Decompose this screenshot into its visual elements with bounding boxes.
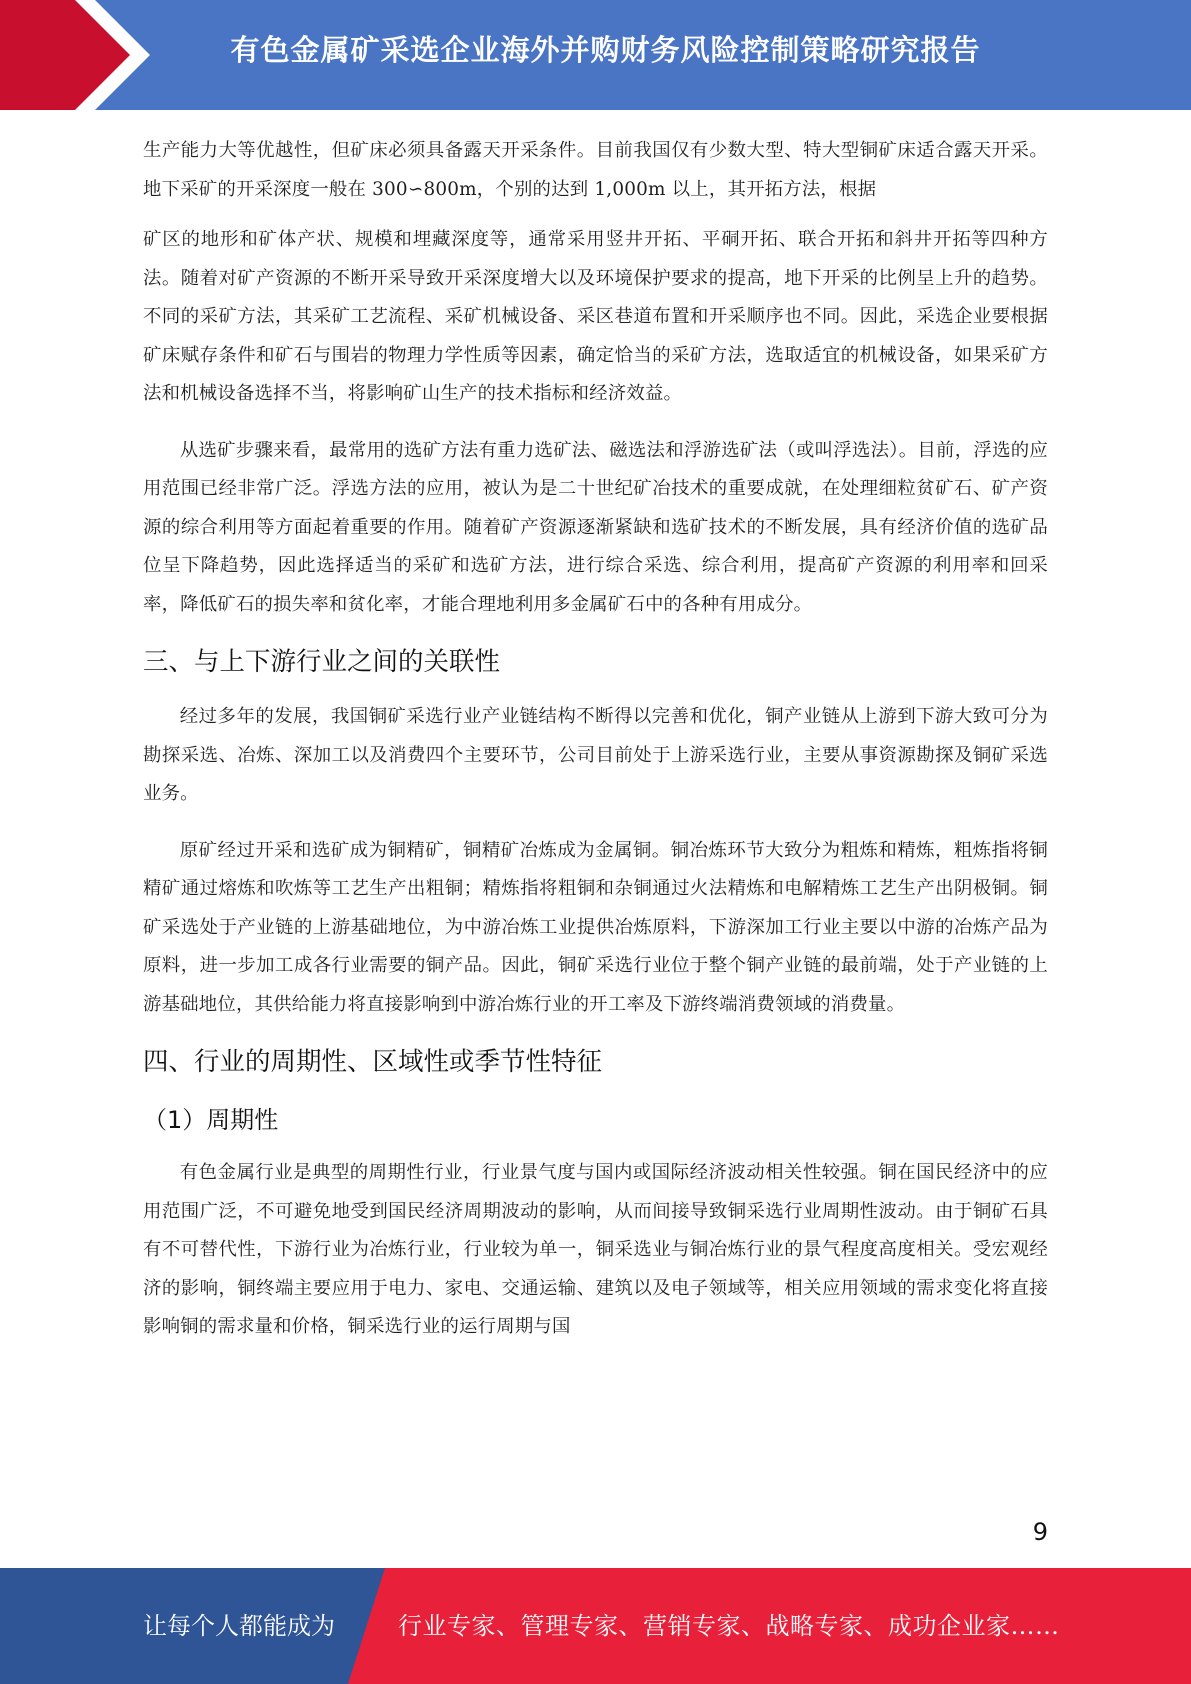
paragraph: 从选矿步骤来看，最常用的选矿方法有重力选矿法、磁选法和浮游选矿法（或叫浮选法）。目前，浮选的应用范围已经非常广泛。浮选方法的应用，被认为是二十世纪矿冶技术的重要成就，在处理细粒贫矿石、矿产资源的综合利用等方面起着重要的作用。随着矿产资源逐渐紧缺和选矿技术的不断发展，具有经济价值的选矿品位呈下降趋势，因此选择适当的采矿和选矿方法，进行综合采选、综合利用，提高矿产资源的利用率和回采率，降低矿石的损失率和贫化率，才能合理地利用多金属矿石中的各种有用成分。 (143, 439, 1048, 615)
report-title: 有色金属矿采选企业海外并购财务风险控制策略研究报告 (230, 33, 981, 67)
footer-slogan-left: 让每个人都能成为 (143, 1612, 335, 1640)
page-number: 9 (1032, 1518, 1048, 1546)
section-heading: 三、与上下游行业之间的关联性 (143, 647, 501, 677)
paragraph: 有色金属行业是典型的周期性行业，行业景气度与国内或国际经济波动相关性较强。铜在国民经济中的应用范围广泛，不可避免地受到国民经济周期波动的影响，从而间接导致铜采选行业周期性波动。由于铜矿石具有不可替代性，下游行业为冶炼行业，行业较为单一，铜采选业与铜冶炼行业的景气程度高度相关。受宏观经济的影响，铜终端主要应用于电力、家电、交通运输、建筑以及电子领域等，相关应用领域的需求变化将直接影响铜的需求量和价格，铜采选行业的运行周期与国 (143, 1162, 1048, 1337)
header-banner (0, 0, 1191, 110)
paragraph: 矿区的地形和矿体产状、规模和埋藏深度等，通常采用竖井开拓、平硐开拓、联合开拓和斜井开拓等四种方法。随着对矿产资源的不断开采导致开采深度增大以及环境保护要求的提高，地下开采的比例呈上升的趋势。不同的采矿方法，其采矿工艺流程、采矿机械设备、采区巷道布置和开采顺序也不同。因此，采选企业要根据矿床赋存条件和矿石与围岩的物理力学性质等因素，确定恰当的采矿方法，选取适宜的机械设备，如果采矿方法和机械设备选择不当，将影响矿山生产的技术指标和经济效益。 (143, 229, 1048, 404)
subsection-heading: （1）周期性 (143, 1106, 279, 1134)
footer-slogan-right: 行业专家、管理专家、营销专家、战略专家、成功企业家…… (398, 1612, 1060, 1640)
paragraph: 原矿经过开采和选矿成为铜精矿，铜精矿冶炼成为金属铜。铜冶炼环节大致分为粗炼和精炼，粗炼指将铜精矿通过熔炼和吹炼等工艺生产出粗铜；精炼指将粗铜和杂铜通过火法精炼和电解精炼工艺生产出阴极铜。铜矿采选处于产业链的上游基础地位，为中游冶炼工业提供冶炼原料，下游深加工行业主要以中游的冶炼产品为原料，进一步加工成各行业需要的铜产品。因此，铜矿采选行业位于整个铜产业链的最前端，处于产业链的上游基础地位，其供给能力将直接影响到中游冶炼行业的开工率及下游终端消费领域的消费量。 (143, 839, 1048, 1015)
paragraph: 生产能力大等优越性，但矿床必须具备露天开采条件。目前我国仅有少数大型、特大型铜矿床适合露天开采。地下采矿的开采深度一般在 300∽800m，个别的达到 1,000m 以上，其开拓方法，根据 (143, 140, 1048, 200)
footer-banner (0, 1568, 1191, 1684)
paragraph: 经过多年的发展，我国铜矿采选行业产业链结构不断得以完善和优化，铜产业链从上游到下游大致可分为勘探采选、冶炼、深加工以及消费四个主要环节，公司目前处于上游采选行业，主要从事资源勘探及铜矿采选业务。 (143, 706, 1048, 804)
document-body (143, 132, 1048, 1347)
section-heading: 四、行业的周期性、区域性或季节性特征 (143, 1047, 603, 1077)
